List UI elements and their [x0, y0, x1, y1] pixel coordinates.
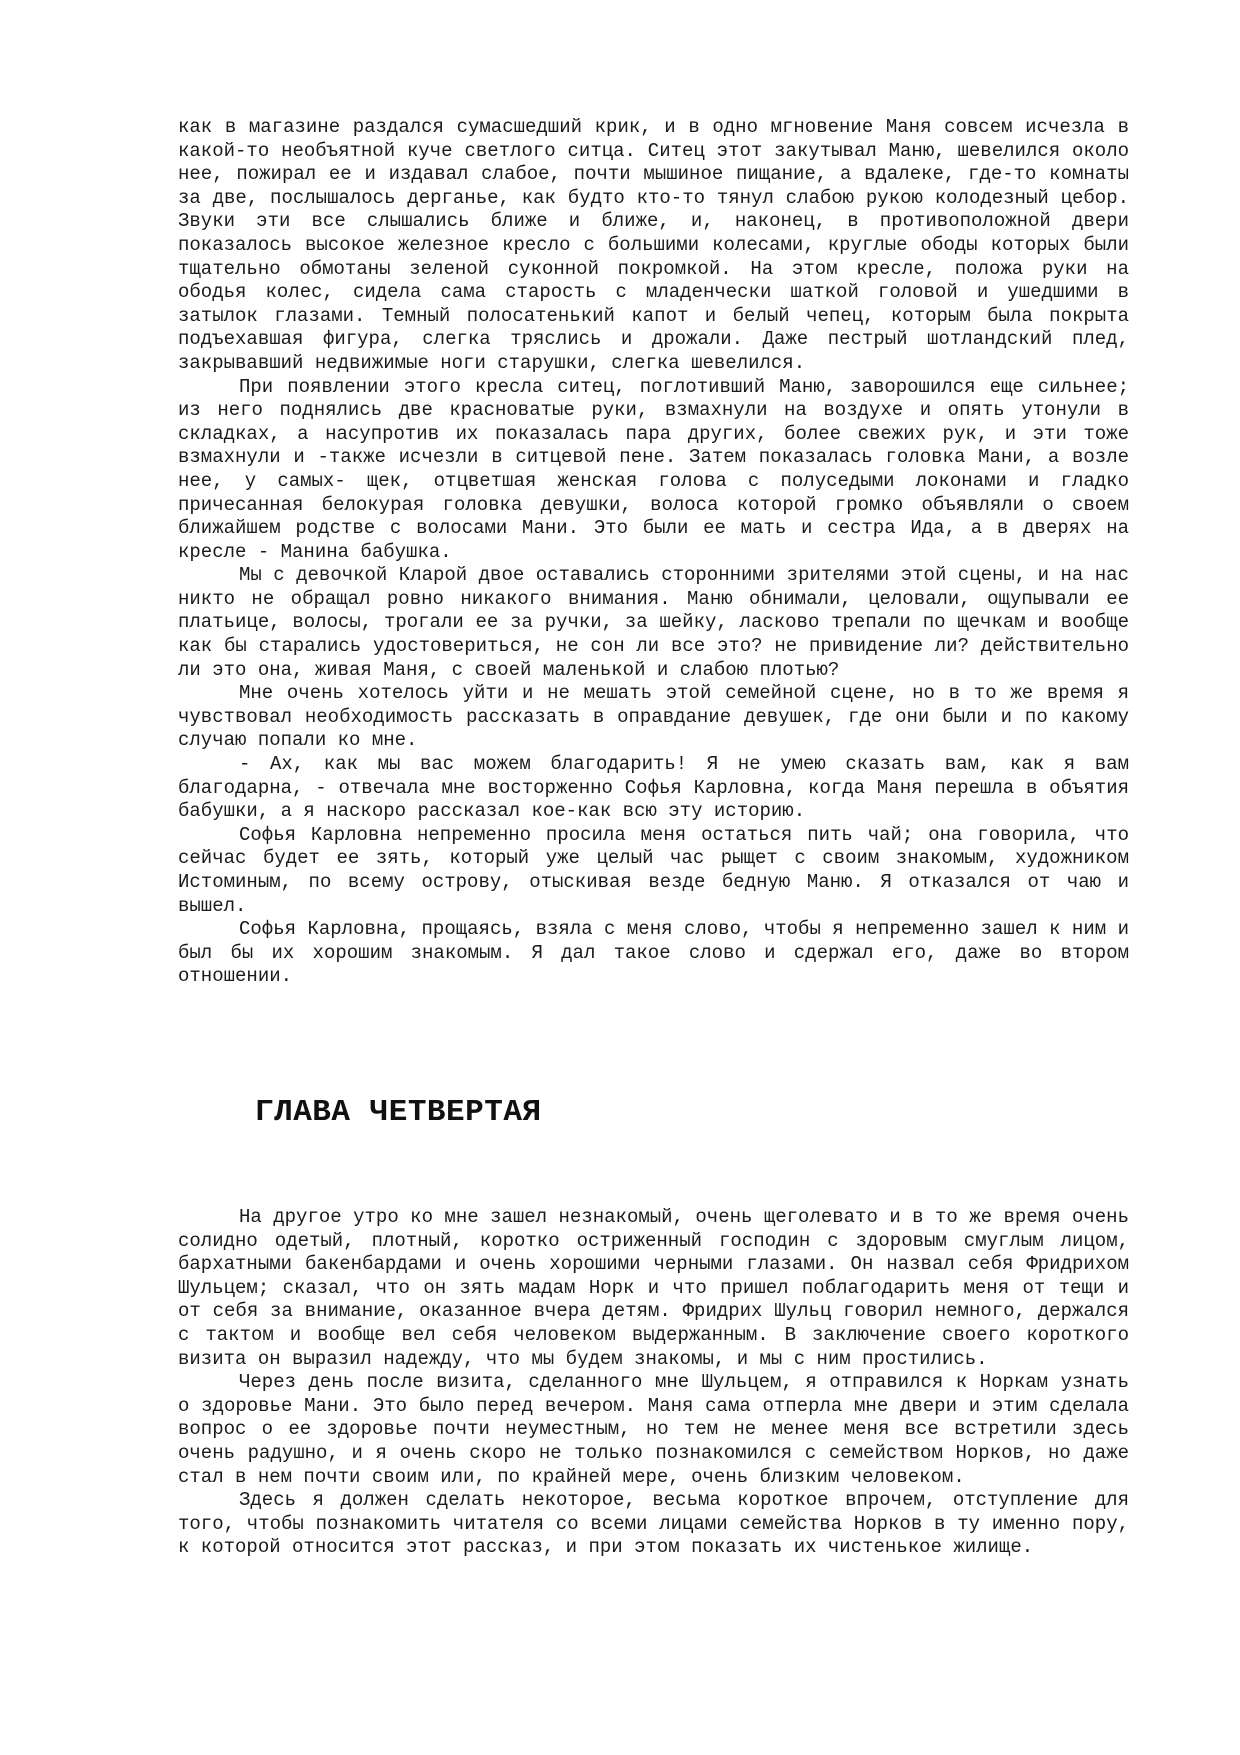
paragraph: Мы с девочкой Кларой двое оставались сторонними зрителями этой сцены, и на нас никто не обращал ровно никакого внимания. Маню обнимали, целовали, ощупывали ее платьице, волосы, трогали ее за ручки, за шейку, ласково трепали по щечкам и вообще как бы старались удостовериться, не сон ли все это? не привидение ли? действительно ли это она, живая Маня, с своей маленькой и слабою плотью? — [178, 564, 1129, 681]
paragraph: как в магазине раздался сумасшедший крик, и в одно мгновение Маня совсем исчезла в какой-то необъятной куче светлого ситца. Ситец этот закутывал Маню, шевелился около нее, пожирал ее и издавал слабое, почти мышиное пищание, а вдалеке, где-то комнаты за две, послышалось дерганье, как будто кто-то тянул слабою рукою колодезный цебор. Звуки эти все слышались ближе и ближе, и, наконец, в противоположной двери показалось высокое железное кресло с большими колесами, круглые ободы которых были тщательно обмотаны зеленой суконной покромкой. На этом кресле, положа руки на ободья колес, сидела сама старость с младенчески шаткой головой и ушедшими в затылок глазами. Темный полосатенький капот и белый чепец, которым была покрыта подъехавшая фигура, слегка тряслись и дрожали. Даже пестрый шотландский плед, закрывавший недвижимые ноги старушки, слегка шевелился. — [178, 116, 1129, 374]
chapter-four-text — [178, 1206, 1129, 1560]
paragraph: Софья Карловна, прощаясь, взяла с меня слово, чтобы я непременно зашел к ним и был бы их хорошим знакомым. Я дал такое слово и сдержал его, даже во втором отношении. — [178, 918, 1129, 988]
paragraph: Через день после визита, сделанного мне Шульцем, я отправился к Норкам узнать о здоровье Мани. Это было перед вечером. Маня сама отперла мне двери и этим сделала вопрос о ее здоровье почти неуместным, но тем не менее меня все встретили здесь очень радушно, и я очень скоро не только познакомился с семейством Норков, но даже стал в нем почти своим или, по крайней мере, очень близким человеком. — [178, 1371, 1129, 1488]
chapter-title: ГЛАВА ЧЕТВЕРТАЯ — [255, 1095, 542, 1130]
paragraph: Здесь я должен сделать некоторое, весьма короткое впрочем, отступление для того, чтобы познакомить читателя со всеми лицами семейства Норков в ту именно пору, к которой относится этот рассказ, и при этом показать их чистенькое жилище. — [178, 1489, 1129, 1559]
paragraph: При появлении этого кресла ситец, поглотивший Маню, заворошился еще сильнее; из него поднялись две красноватые руки, взмахнули на воздухе и опять утонули в складках, а насупротив их показалась пара других, более свежих рук, и эти тоже взмахнули и -также исчезли в ситцевой пене. Затем показалась головка Мани, а возле нее, у самых- щек, отцветшая женская голова с полуседыми локонами и гладко причесанная белокурая головка девушки, волоса которой громко объявляли о своем ближайшем родстве с волосами Мани. Это были ее мать и сестра Ида, а в дверях на кресле - Манина бабушка. — [178, 375, 1129, 563]
chapter-three-ending — [178, 116, 1129, 989]
paragraph: На другое утро ко мне зашел незнакомый, очень щеголевато и в то же время очень солидно одетый, плотный, коротко остриженный господин с здоровым смуглым лицом, бархатными бакенбардами и очень хорошими черными глазами. Он назвал себя Фридрихом Шульцем; сказал, что он зять мадам Норк и что пришел поблагодарить меня от тещи и от себя за внимание, оказанное вчера детям. Фридрих Шульц говорил немного, держался с тактом и вообще вел себя человеком выдержанным. В заключение своего короткого визита он выразил надежду, что мы будем знакомы, и мы с ним простились. — [178, 1206, 1129, 1370]
paragraph: Софья Карловна непременно просила меня остаться пить чай; она говорила, что сейчас будет ее зять, который уже целый час рыщет с своим знакомым, художником Истоминым, по всему острову, отыскивая везде бедную Маню. Я отказался от чаю и вышел. — [178, 823, 1129, 917]
paragraph: Мне очень хотелось уйти и не мешать этой семейной сцене, но в то же время я чувствовал необходимость рассказать в оправдание девушек, где они были и по какому случаю попали ко мне. — [178, 682, 1129, 752]
paragraph: - Ах, как мы вас можем благодарить! Я не умею сказать вам, как я вам благодарна, - отвечала мне восторженно Софья Карловна, когда Маня перешла в объятия бабушки, а я наскоро рассказал кое-как всю эту историю. — [178, 753, 1129, 823]
